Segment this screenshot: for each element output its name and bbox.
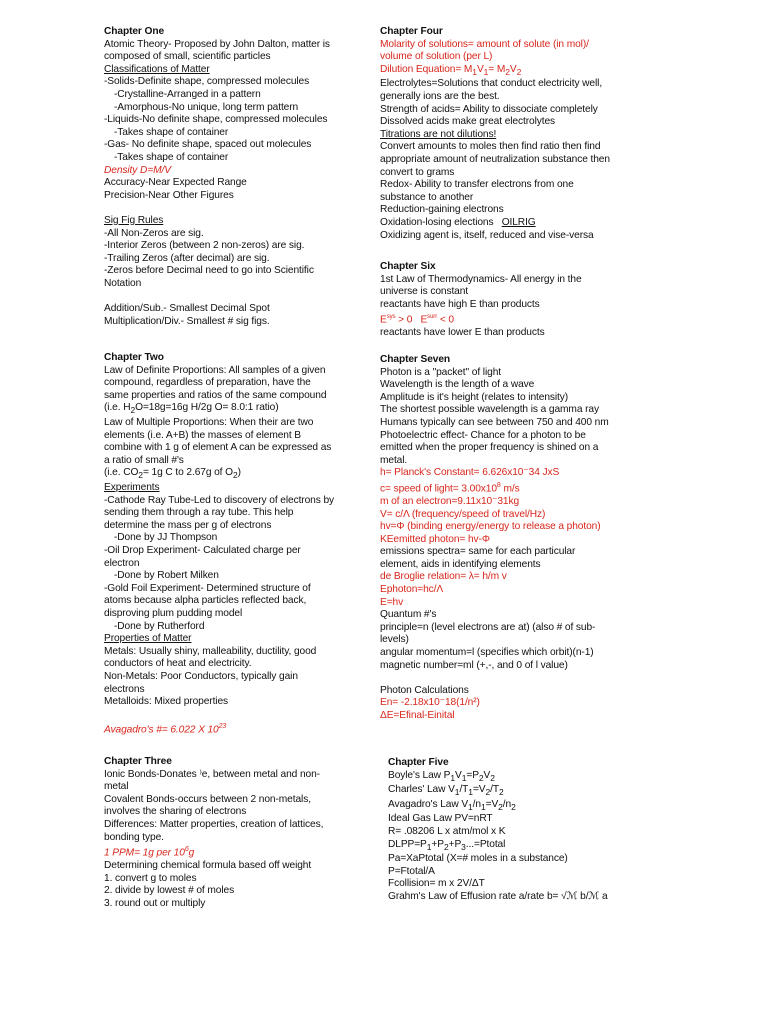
dilution-equation: Dilution Equation= $M_1V_1= M_2V_2$ [380,63,522,77]
gas-container-line: -Takes shape of container [114,151,229,163]
binding-energy-formula: hv=Φ (binding energy/energy to release a photon) [380,521,601,533]
avogadros-law: Avagadro's Law $V_1/n_1=V_2/n_2$ [388,798,516,812]
gold-foil-line-2: atoms because alpha particles reflected back, [104,595,307,607]
chapter-one-section [104,26,366,328]
density-formula: Density D=M/V [104,164,171,176]
sig-fig-rule-1: -All Non-Zeros are sig. [104,227,204,239]
charles-law: Charles' Law $V_1/T_1=V_2/T_2$ [388,784,504,798]
step-1: 1. convert g to moles [104,872,197,884]
atomic-theory-line-2: composed of small, scientific particles [104,51,271,63]
dalton-partial-pressure: $DLPP=P_1+P_2+P_3...=Ptotal$ [388,838,506,852]
sig-fig-rule-2: -Interior Zeros (between 2 non-zeros) are sig. [104,240,305,252]
multiple-proportions-line-4: a ratio of small #'s [104,454,184,466]
angular-momentum-line: angular momentum=l (specifies which orbit)(n-1) [380,647,594,659]
atomic-theory-line-1: Atomic Theory- Proposed by John Dalton, matter is [104,38,330,50]
multiple-proportions-line-2: elements (i.e. A+B) the masses of element B [104,429,301,441]
addition-rule: Addition/Sub.- Smallest Decimal Spot [104,303,270,315]
oil-drop-line-1: -Oil Drop Experiment- Calculated charge per [104,544,301,556]
emission-spectra-line-1: emissions spectra= same for each particular [380,546,576,558]
wavelength-line: Wavelength is the length of a wave [380,379,535,391]
step-2: 2. divide by lowest # of moles [104,885,235,897]
metals-line-1: Metals: Usually shiny, malleability, ductility, good [104,645,317,657]
definite-proportions-line-2: compound, regardless of preparation, have the [104,377,311,389]
reduction-line: Reduction-gaining electrons [380,204,504,216]
electrolytes-line-2: generally ions are the best. [380,91,500,102]
principle-number-line-2: levels) [380,634,409,646]
gamma-ray-line: The shortest possible wavelength is a gamma ray [380,404,599,416]
covalent-bonds-line-1: Covalent Bonds-occurs between 2 non-metals, [104,793,311,805]
molarity-line-2: volume of solution (per L) [380,51,493,63]
quantum-numbers-heading: Quantum #'s [380,609,437,621]
chapter-six-section [380,261,662,340]
chapter-seven-title: Chapter Seven [380,354,451,365]
redox-line-2: substance to another [380,191,474,203]
e-equals-hv: E=hv [380,596,404,608]
chapter-five-title: Chapter Five [388,757,449,768]
sig-fig-rule-3: -Trailing Zeros (after decimal) are sig. [104,252,270,264]
magnetic-number-line: magnetic number=ml (+,-, and 0 of l value) [380,659,568,671]
multiple-proportions-line-3: combine with 1 g of element A can be expressed as [104,442,332,454]
oxidation-line: Oxidation-losing elections OILRIG [380,216,536,228]
crystalline-line: -Crystalline-Arranged in a pattern [114,88,261,100]
accuracy-line: Accuracy-Near Expected Range [104,177,247,189]
grahams-law: Grahm's Law of Effusion rate a/rate b= √ℳ b/ℳ a [388,891,608,903]
definite-proportions-line-3: same properties and ratios of the same compound [104,389,327,401]
molarity-line-1: Molarity of solutions= amount of solute (in mol)/ [380,38,589,50]
acid-strength-line: Strength of acids= Ability to dissociate completely [380,103,598,115]
non-metals-line-1: Non-Metals: Poor Conductors, typically gain [104,670,298,682]
chapter-six-title: Chapter Six [380,261,436,272]
properties-heading: Properties of Matter [104,633,192,645]
sig-fig-rule-4-cont: Notation [104,277,142,289]
thermodynamics-line-1: 1st Law of Thermodynamics- All energy in the [380,273,582,285]
ideal-gas-law: Ideal Gas Law PV=nRT [388,813,493,825]
emission-spectra-line-2: element, aids in identifying elements [380,558,541,570]
experiments-heading: Experiments [104,482,160,493]
chapter-five-section [388,757,670,904]
ionic-bonds-line-2: metal [104,781,129,793]
energy-level-formula: En= -2.18x10⁻18(1/n²) [380,697,480,709]
cathode-ray-line-2: sending them through a ray tube. This help [104,507,294,519]
titration-line-3: convert to grams [380,166,455,178]
solids-line: -Solids-Definite shape, compressed molecules [104,76,310,88]
avogadro-number: Avagadro's #= 6.022 X $10^{23}$ [104,723,227,736]
mole-fraction-pressure: Pa=XaPtotal (X=# moles in a substance) [388,853,568,865]
photon-energy-formula: Ephoton=hc/Λ [380,584,444,596]
collision-force: Fcollision= m x 2V/ΔT [388,878,485,890]
plancks-constant: h= Planck's Constant= 6.626x10⁻34 JxS [380,467,560,479]
photon-line: Photon is a "packet" of light [380,366,501,378]
frequency-formula: V= c/Λ (frequency/speed of travel/Hz) [380,508,546,520]
gold-foil-line-1: -Gold Foil Experiment- Determined structure of [104,582,311,594]
photoelectric-line-2: emitted when the proper frequency is shined on a [380,442,599,454]
water-ratio-example: (i.e. $H_2O=18g=16g$ H/2g O= 8.0:1 ratio) [104,402,279,416]
ionic-bonds-line-1: Ionic Bonds-Donates ⁾e, between metal and non- [104,768,320,780]
ppm-formula: 1 PPM= 1g per $10^6g$ [104,846,195,859]
chapter-four-title: Chapter Four [380,26,443,37]
electrolytes-line-1: Electrolytes=Solutions that conduct electricity well, [380,78,603,90]
photoelectric-line-1: Photoelectric effect- Chance for a photon to be [380,429,586,441]
differences-line-1: Differences: Matter properties, creation of lattices, [104,818,324,830]
classifications-heading: Classifications of Matter [104,63,210,75]
titration-heading: Titrations are not dilutions! [380,128,497,140]
multiplication-rule: Multiplication/Div.- Smallest # sig figs. [104,315,270,327]
covalent-bonds-line-2: involves the sharing of electrons [104,806,247,818]
chemical-formula-line: Determining chemical formula based off weight [104,860,312,872]
non-metals-line-2: electrons [104,683,145,695]
pressure-force-area: P=Ftotal/A [388,865,435,877]
chapter-three-section [104,756,366,911]
photoelectric-line-3: metal. [380,454,408,466]
oilrig-mnemonic: OILRIG [501,216,536,228]
definite-proportions-line-1: Law of Definite Proportions: All samples of a given [104,364,326,376]
sig-fig-heading: Sig Fig Rules [104,214,164,226]
amplitude-line: Amplitude is it's height (relates to intensity) [380,391,569,403]
photon-calculations-heading: Photon Calculations [380,684,469,696]
chapter-two-section [104,352,366,737]
liquids-line: -Liquids-No definite shape, compressed molecules [104,114,328,126]
chapter-four-section [380,26,662,242]
chapter-three-title: Chapter Three [104,756,172,767]
delta-e-formula: ΔE=Efinal-Einital [380,710,455,722]
gold-foil-line-3: disproving plum pudding model [104,607,243,619]
rutherford-credit: -Done by Rutherford [114,620,205,632]
milken-credit: -Done by Robert Milken [114,570,219,582]
gas-line: -Gas- No definite shape, spaced out molecules [104,139,312,151]
metals-line-2: conductors of heat and electricity. [104,658,252,670]
oxidizing-agent-line: Oxidizing agent is, itself, reduced and vise-versa [380,229,594,241]
thermodynamics-line-2: universe is constant [380,286,469,298]
titration-line-1: Convert amounts to moles then find ratio then find [380,141,601,153]
precision-line: Precision-Near Other Figures [104,189,234,201]
kinetic-energy-formula: KEemitted photon= hv-Φ [380,533,490,545]
metalloids-line: Metalloids: Mixed properties [104,696,229,708]
amorphous-line: -Amorphous-No unique, long term pattern [114,101,299,113]
sig-fig-rule-4: -Zeros before Decimal need to go into Scientific [104,265,314,277]
liquids-container-line: -Takes shape of container [114,126,229,138]
differences-line-2: bonding type. [104,831,164,843]
chapter-one-title: Chapter One [104,26,165,37]
reactants-low-line: reactants have lower E than products [380,327,545,339]
cathode-ray-line-3: determine the mass per g of electrons [104,519,272,531]
oil-drop-line-2: electron [104,557,140,569]
cathode-ray-line-1: -Cathode Ray Tube-Led to discovery of electrons by [104,494,335,506]
speed-of-light: c= speed of light= $3.00x10^8$ m/s [380,481,520,495]
dissolved-acids-line: Dissolved acids make great electrolytes [380,116,556,128]
gas-constant: R= .08206 L x atm/mol x K [388,826,506,838]
de-broglie-relation: de Broglie relation= λ= h/m v [380,571,507,583]
step-3: 3. round out or multiply [104,897,206,909]
visible-range-line: Humans typically can see between 750 and 400 nm [380,416,609,428]
thompson-credit: -Done by JJ Thompson [114,532,218,544]
boyles-law: Boyle's Law $P_1V_1=P_2V_2$ [388,769,495,783]
co2-ratio-example: (i.e. $CO_2= 1g$ C to 2.67g of $O_2$) [104,467,241,481]
reactants-high-line: reactants have high E than products [380,298,540,310]
electron-mass: m of an electron=9.11x10⁻31kg [380,495,520,507]
chapter-seven-section [380,354,662,723]
titration-line-2: appropriate amount of neutralization substance then [380,153,610,165]
principle-number-line-1: principle=n (level electrons are at) (also # of sub- [380,621,596,633]
redox-line-1: Redox- Ability to transfer electrons from one [380,179,574,191]
chapter-two-title: Chapter Two [104,352,164,363]
multiple-proportions-line-1: Law of Multiple Proportions: When their are two [104,417,314,428]
energy-inequality: $E^{sys} > 0$ $E^{surr} < 0$ [380,314,454,326]
